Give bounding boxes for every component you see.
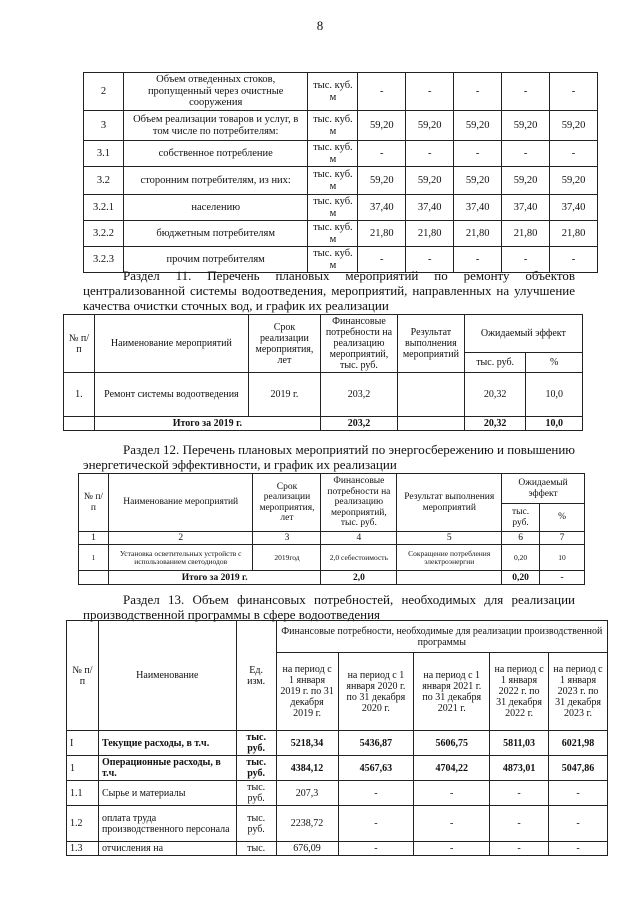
- table-row: [67, 756, 608, 781]
- row-number: 3.1: [84, 141, 124, 167]
- header-period-2019: на период с 1 января 2019 г. по 31 декабря 2019 г.: [276, 653, 338, 731]
- row-name: оплата труда производственного персонала: [98, 806, 236, 842]
- row-value: -: [549, 806, 608, 842]
- row-name: сторонним потребителям, из них:: [123, 167, 308, 195]
- row-number: 3: [84, 111, 124, 141]
- row-value: 4567,63: [338, 756, 414, 781]
- section-11-heading: Раздел 11. Перечень плановых мероприятий по ремонту объектов централизованной системы водоотведения, мероприятий, направленных на улучшение качества очистки сточных вод, и график их реализации: [83, 268, 575, 313]
- header-finance: Финансовые потребности на реализацию мероприятий, тыс. руб.: [320, 315, 397, 373]
- row-unit: тыс. руб.: [236, 806, 276, 842]
- row-number: 2: [84, 73, 124, 111]
- row-value: 59,20: [502, 167, 550, 195]
- financial-needs-table: [66, 620, 608, 856]
- row-value: 37,40: [358, 195, 406, 221]
- row-value: -: [454, 73, 502, 111]
- row-value: -: [502, 141, 550, 167]
- row-value: 5606,75: [414, 731, 490, 756]
- row-value: -: [338, 842, 414, 856]
- row-value: 5047,86: [549, 756, 608, 781]
- row-value: 5436,87: [338, 731, 414, 756]
- row-unit: тыс. руб.: [236, 781, 276, 806]
- row-unit: тыс.: [236, 842, 276, 856]
- header-result: Результат выполнения мероприятий: [398, 315, 465, 373]
- header-period-2021: на период с 1 января 2021 г. по 31 декабря 2021 г.: [414, 653, 490, 731]
- row-value: 6021,98: [549, 731, 608, 756]
- row-value: -: [549, 781, 608, 806]
- header-period-2022: на период с 1 января 2022 г. по 31 декабря 2022 г.: [490, 653, 549, 731]
- row-value: 5811,03: [490, 731, 549, 756]
- table-row: [67, 731, 608, 756]
- header-financial-group: Финансовые потребности, необходимые для реализации производственной программы: [276, 621, 607, 653]
- header-effect: Ожидаемый эффект: [464, 315, 582, 353]
- header-unit: Ед. изм.: [236, 621, 276, 731]
- row-name: Сырье и материалы: [98, 781, 236, 806]
- row-name: отчисления на: [98, 842, 236, 856]
- row-value: -: [490, 806, 549, 842]
- row-name: бюджетным потребителям: [123, 221, 308, 247]
- row-unit: тыс. руб.: [236, 756, 276, 781]
- row-unit: тыс. руб.: [236, 731, 276, 756]
- header-period-2020: на период с 1 января 2020 г. по 31 декабря 2020 г.: [338, 653, 414, 731]
- table-row: [67, 781, 608, 806]
- row-value: 59,20: [550, 167, 598, 195]
- row-value: 59,20: [406, 167, 454, 195]
- row-value: 5218,34: [276, 731, 338, 756]
- table-row: 1 Установка осветительных устройств с использованием светодиодов 2019год 2,0 себестоимость Сокращение потребления электроэнергии 0,20 10: [79, 545, 585, 571]
- row-value: -: [490, 781, 549, 806]
- row-number: I: [67, 731, 99, 756]
- table-row: [84, 73, 598, 111]
- header-rub: тыс. руб.: [464, 352, 526, 372]
- row-value: -: [502, 73, 550, 111]
- header-effect: Ожидаемый эффект: [502, 474, 585, 504]
- header-finance: Финансовые потребности на реализацию мероприятий, тыс. руб.: [321, 474, 397, 532]
- header-name: Наименование мероприятий: [108, 474, 253, 532]
- row-value: 21,80: [550, 221, 598, 247]
- row-value: 37,40: [550, 195, 598, 221]
- table-row: [84, 111, 598, 141]
- row-value: -: [406, 247, 454, 273]
- row-unit: тыс. куб. м: [308, 195, 358, 221]
- energy-measures-table: [78, 473, 585, 585]
- row-name: населению: [123, 195, 308, 221]
- row-number: 1.2: [67, 806, 99, 842]
- row-value: 2238,72: [276, 806, 338, 842]
- table-row: 1. Ремонт системы водоотведения 2019 г. 203,2 20,32 10,0: [64, 373, 583, 417]
- header-name: Наименование мероприятий: [94, 315, 248, 373]
- row-value: 4873,01: [490, 756, 549, 781]
- row-number: 1.1: [67, 781, 99, 806]
- row-value: 4704,22: [414, 756, 490, 781]
- row-number: 3.2: [84, 167, 124, 195]
- page-number: 8: [316, 18, 324, 33]
- table-row: [84, 221, 598, 247]
- table-row: [84, 167, 598, 195]
- table-row: [67, 842, 608, 856]
- row-unit: тыс. куб. м: [308, 221, 358, 247]
- row-name: Операционные расходы, в т.ч.: [98, 756, 236, 781]
- repair-measures-table: [63, 314, 583, 431]
- section-12-heading: Раздел 12. Перечень плановых мероприятий по энергосбережению и повышению энергетической эффективности, и график их реализации: [83, 442, 575, 472]
- row-value: 59,20: [550, 111, 598, 141]
- row-number: 3.2.1: [84, 195, 124, 221]
- row-name: Текущие расходы, в т.ч.: [98, 731, 236, 756]
- index-row: 1 2 3 4 5 6 7: [79, 532, 585, 545]
- row-number: 1.3: [67, 842, 99, 856]
- table-row: [84, 195, 598, 221]
- row-value: -: [406, 141, 454, 167]
- row-value: 207,3: [276, 781, 338, 806]
- header-rub: тыс. руб.: [502, 504, 540, 532]
- row-unit: тыс. куб. м: [308, 167, 358, 195]
- row-value: -: [549, 842, 608, 856]
- row-value: -: [338, 806, 414, 842]
- header-pct: %: [526, 352, 583, 372]
- row-value: -: [550, 73, 598, 111]
- row-value: -: [406, 73, 454, 111]
- row-value: -: [550, 247, 598, 273]
- row-value: -: [454, 247, 502, 273]
- row-value: -: [550, 141, 598, 167]
- row-value: -: [338, 781, 414, 806]
- section-13-heading: Раздел 13. Объем финансовых потребностей, необходимых для реализации производственной программы в сфере водоотведения: [83, 592, 575, 622]
- row-value: 59,20: [454, 167, 502, 195]
- header-result: Результат выполнения мероприятий: [397, 474, 502, 532]
- row-value: -: [358, 141, 406, 167]
- header-num: № п/п: [64, 315, 95, 373]
- row-value: 59,20: [502, 111, 550, 141]
- header-num: № п/п: [67, 621, 99, 731]
- row-unit: тыс. куб. м: [308, 73, 358, 111]
- row-value: 37,40: [454, 195, 502, 221]
- row-name: прочим потребителям: [123, 247, 308, 273]
- row-value: 21,80: [502, 221, 550, 247]
- row-value: 59,20: [358, 111, 406, 141]
- row-value: 59,20: [454, 111, 502, 141]
- row-unit: тыс. куб. м: [308, 247, 358, 273]
- header-term: Срок реализации мероприятия, лет: [248, 315, 320, 373]
- header-term: Срок реализации мероприятия, лет: [253, 474, 321, 532]
- row-value: 59,20: [406, 111, 454, 141]
- table-row: [67, 806, 608, 842]
- row-value: 37,40: [502, 195, 550, 221]
- row-value: 21,80: [454, 221, 502, 247]
- row-value: -: [414, 781, 490, 806]
- row-unit: тыс. куб. м: [308, 141, 358, 167]
- row-name: собственное потребление: [123, 141, 308, 167]
- row-value: -: [490, 842, 549, 856]
- row-number: 3.2.3: [84, 247, 124, 273]
- total-row: Итого за 2019 г. 203,2 20,32 10,0: [64, 417, 583, 431]
- row-value: -: [414, 806, 490, 842]
- row-number: 3.2.2: [84, 221, 124, 247]
- row-value: 21,80: [358, 221, 406, 247]
- volume-table: [83, 72, 598, 273]
- row-value: 21,80: [406, 221, 454, 247]
- row-value: 59,20: [358, 167, 406, 195]
- row-name: Объем отведенных стоков, пропущенный через очистные сооружения: [123, 73, 308, 111]
- row-unit: тыс. куб. м: [308, 111, 358, 141]
- row-value: -: [414, 842, 490, 856]
- header-period-2023: на период с 1 января 2023 г. по 31 декабря 2023 г.: [549, 653, 608, 731]
- row-value: 37,40: [406, 195, 454, 221]
- total-row: Итого за 2019 г. 2,0 0,20 -: [79, 571, 585, 585]
- row-value: 4384,12: [276, 756, 338, 781]
- table-row: [84, 141, 598, 167]
- header-num: № п/п: [79, 474, 109, 532]
- row-number: 1: [67, 756, 99, 781]
- header-pct: %: [540, 504, 585, 532]
- row-value: -: [358, 73, 406, 111]
- row-value: -: [502, 247, 550, 273]
- row-value: -: [358, 247, 406, 273]
- row-name: Объем реализации товаров и услуг, в том числе по потребителям:: [123, 111, 308, 141]
- row-value: 676,09: [276, 842, 338, 856]
- header-name: Наименование: [98, 621, 236, 731]
- row-value: -: [454, 141, 502, 167]
